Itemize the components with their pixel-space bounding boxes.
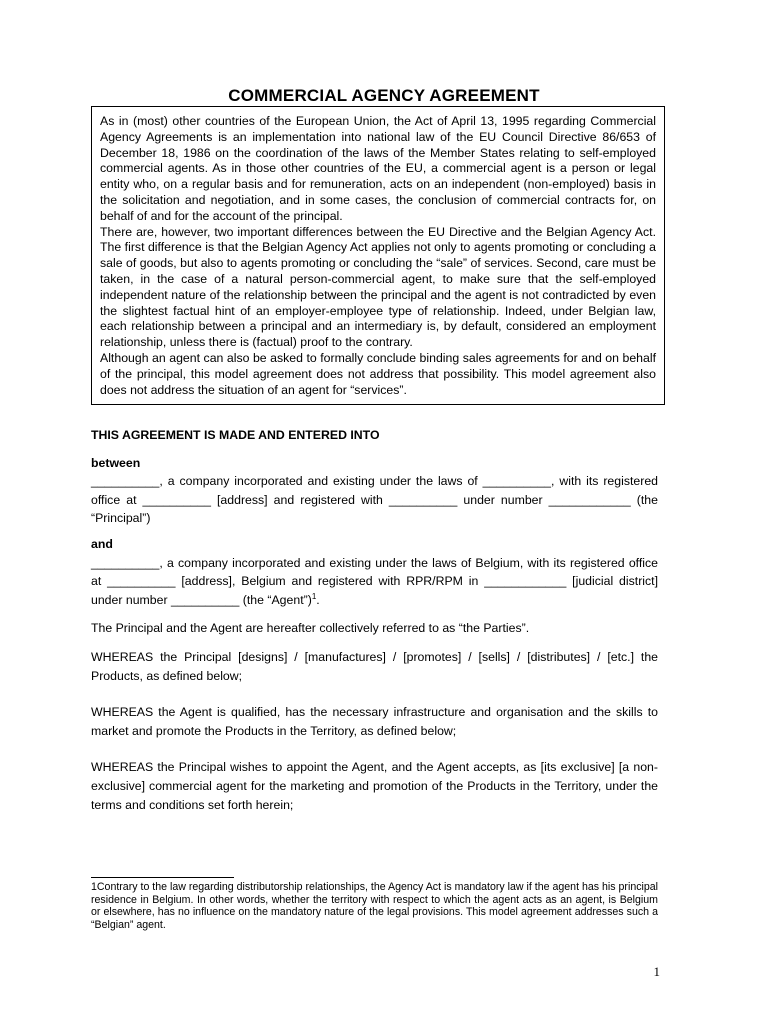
footnote-separator: [91, 877, 234, 878]
recital-paragraph: WHEREAS the Principal wishes to appoint the Agent, and the Agent accepts, as [its exclusive] [a non-exclusive] commercial agent for the marketing and promotion of the Products in the Territory, under the terms and conditions set forth herein;: [91, 760, 658, 812]
agent-party-text: __________, a company incorporated and existing under the laws of Belgium, with its registered office at __________ [address], Belgium and registered with RPR/RPM in ____________ [judicial district] under number __________ (the “Agent”): [91, 555, 658, 607]
intro-paragraph: There are, however, two important differences between the EU Directive and the Belgian Agency Act. The first difference is that the Belgian Agency Act applies not only to agents promoting or concluding a sale of goods, but also to agents promoting or concluding the “sale” of services. Second, care must be taken, in the case of a natural person-commercial agent, to make sure that the self-employed independent nature of the relationship between the principal and the agent is not contradicted by even the slightest factual hint of an employer-employee type of relationship. Indeed, under Belgian law, each relationship between a principal and an intermediary is, by default, considered an employment relationship, unless there is (factual) proof to the contrary.: [100, 224, 656, 350]
recital-paragraph: WHEREAS the Principal [designs] / [manufactures] / [promotes] / [sells] / [distributes] / [etc.] the Products, as defined below;: [91, 649, 658, 683]
intro-paragraph: Although an agent can also be asked to formally conclude binding sales agreements for and on behalf of the principal, this model agreement does not address that possibility. This model agreement also does not address the situation of an agent for “services”.: [100, 350, 656, 397]
parties-definition: The Principal and the Agent are hereafter collectively referred to as “the Parties”.: [91, 621, 530, 636]
agreement-body: [91, 426, 658, 832]
and-label: and: [91, 536, 113, 551]
page-title: COMMERCIAL AGENCY AGREEMENT: [228, 86, 540, 105]
page-number: 1: [653, 964, 660, 979]
intro-note-box: [91, 106, 665, 405]
intro-paragraph: As in (most) other countries of the European Union, the Act of April 13, 1995 regarding Commercial Agency Agreements is an implementation into national law of the EU Council Directive 86/653 of December 18, 1986 on the coordination of the laws of the Member States relating to self-employed commercial agents. As in those other countries of the EU, a commercial agent is a person or legal entity who, on a regular basis and for remuneration, acts on an independent (non-employed) basis in the solicitation and negotiation, and in some cases, the conclusion of commercial contracts for, on behalf of and for the account of the principal.: [100, 114, 656, 223]
agent-party-end: .: [316, 592, 320, 607]
recital-paragraph: WHEREAS the Agent is qualified, has the necessary infrastructure and organisation and the skills to market and promote the Products in the Territory, as defined below;: [91, 705, 658, 738]
between-label: between: [91, 455, 141, 470]
agreement-heading: THIS AGREEMENT IS MADE AND ENTERED INTO: [91, 428, 380, 442]
principal-party-clause: __________, a company incorporated and existing under the laws of __________, with its registered office at __________ [address] and registered with __________ under number ____________ (the “Principal”): [91, 474, 658, 526]
footnote: [91, 881, 658, 931]
footnote-reference[interactable]: 1: [311, 591, 317, 601]
agent-party-clause: [91, 554, 658, 610]
footnote-text: Contrary to the law regarding distributorship relationships, the Agency Act is mandatory law if the agent has his principal residence in Belgium. In other words, whether the territory with respect to which the agent acts as an agent, is Belgium or elsewhere, has no influence on the mandatory nature of the legal provisions. This model agreement addresses such a “Belgian” agent.: [91, 881, 658, 931]
footnote-number: 1: [91, 881, 97, 893]
